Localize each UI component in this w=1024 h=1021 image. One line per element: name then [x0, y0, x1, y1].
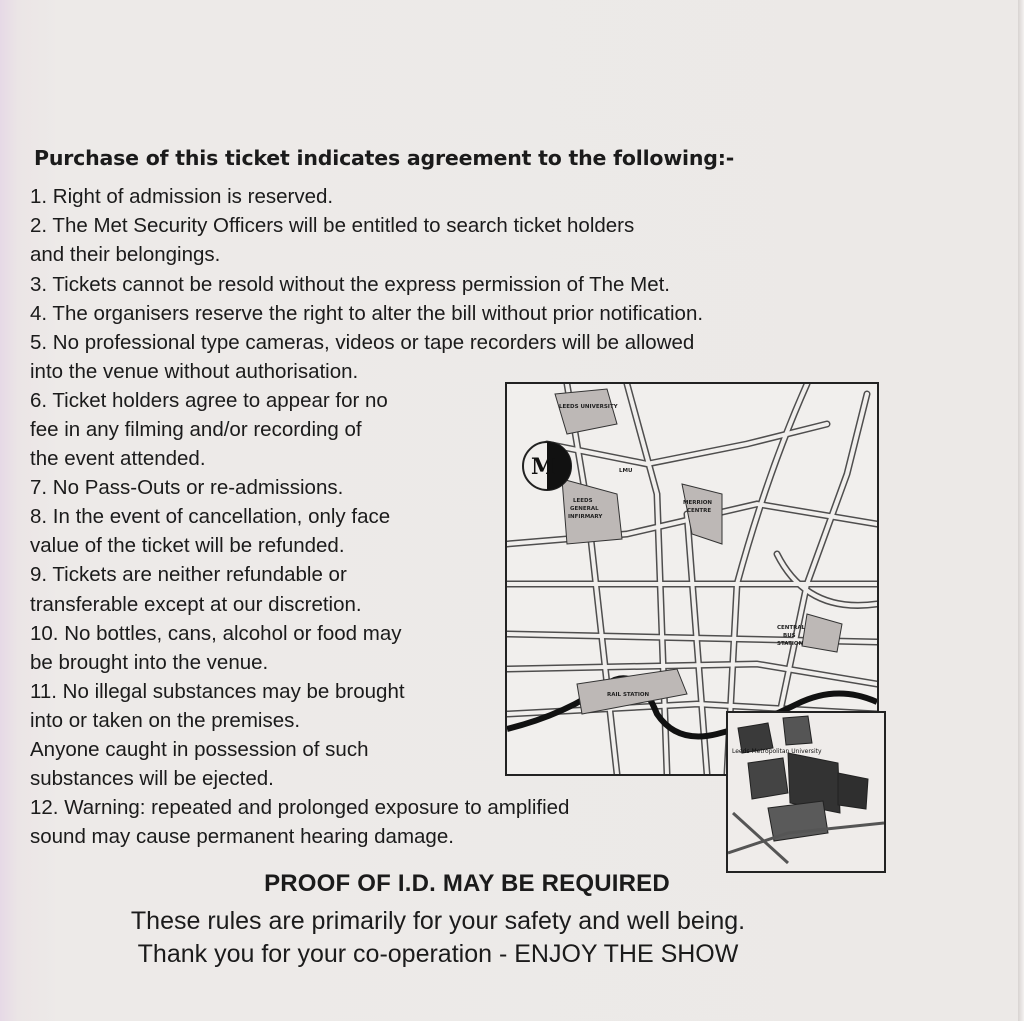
rule-line: transferable except at our discretion. [30, 593, 362, 616]
rule-line: fee in any filming and/or recording of [30, 418, 362, 441]
rule-line: 3. Tickets cannot be resold without the express permission of The Met. [30, 273, 670, 296]
rule-line: into or taken on the premises. [30, 709, 301, 732]
rule-line: 12. Warning: repeated and prolonged exposure to amplified [30, 796, 570, 819]
rule-line: value of the ticket will be refunded. [30, 534, 345, 557]
footer-line: Thank you for your co-operation - ENJOY THE SHOW [137, 940, 739, 968]
proof-of-id-notice: PROOF OF I.D. MAY BE REQUIRED [264, 870, 670, 897]
rule-line: into the venue without authorisation. [30, 360, 359, 383]
inset-drawing [728, 713, 884, 871]
map-label-bus: BUS [783, 633, 796, 639]
rule-line: the event attended. [30, 447, 206, 470]
map-label-bus: CENTRAL [777, 625, 806, 631]
rule-line: substances will be ejected. [30, 767, 274, 790]
footer-line: These rules are primarily for your safety and well being. [130, 907, 746, 935]
rule-line: Anyone caught in possession of such [30, 738, 369, 761]
rule-line: 1. Right of admission is reserved. [30, 185, 334, 208]
map-label-lmu: LMU [619, 468, 633, 474]
rule-line: 8. In the event of cancellation, only face [30, 505, 391, 528]
rule-line: 7. No Pass-Outs or re-admissions. [30, 476, 344, 499]
paper-edge [1018, 0, 1024, 1021]
map-label-bus: STATION [777, 641, 804, 647]
rule-line: 11. No illegal substances may be brought [30, 680, 405, 703]
rule-line: 10. No bottles, cans, alcohol or food may [30, 622, 402, 645]
rule-line: 6. Ticket holders agree to appear for no [30, 389, 388, 412]
inset-label: Leeds Metropolitan University [732, 748, 822, 755]
rule-line: sound may cause permanent hearing damage. [30, 825, 454, 848]
svg-text:M: M [531, 454, 556, 480]
map-label-infirmary: LEEDS [573, 498, 593, 504]
rule-line: 5. No professional type cameras, videos or tape recorders will be allowed [30, 331, 695, 354]
map-label-infirmary: INFIRMARY [568, 514, 603, 520]
map-label-merrion: MERRION [683, 500, 713, 506]
rule-line: 2. The Met Security Officers will be entitled to search ticket holders [30, 214, 635, 237]
rule-line: and their belongings. [30, 243, 221, 266]
map-label-merrion: CENTRE [687, 508, 712, 514]
map-label-university: LEEDS UNIVERSITY [559, 404, 618, 410]
rule-line: 9. Tickets are neither refundable or [30, 563, 347, 586]
map-label-rail: RAIL STATION [607, 692, 650, 698]
rule-line: be brought into the venue. [30, 651, 269, 674]
map-label-infirmary: GENERAL [570, 506, 599, 512]
rule-line: 4. The organisers reserve the right to alter the bill without prior notification. [30, 302, 704, 325]
terms-heading: Purchase of this ticket indicates agreement to the following:- [34, 146, 735, 170]
building-inset [726, 711, 886, 873]
